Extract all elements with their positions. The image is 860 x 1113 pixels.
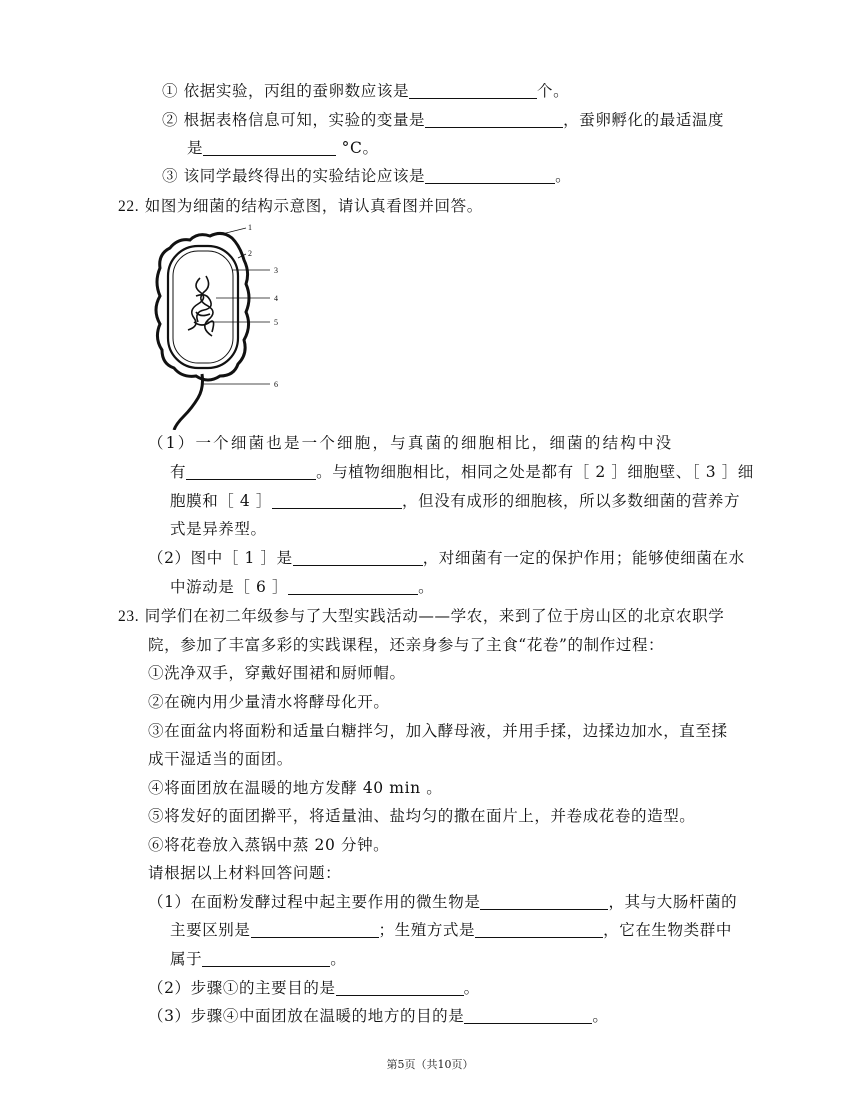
q23-sub1-line2: 主要区别是 ；生殖方式是 ，它在生物类群中 bbox=[170, 921, 732, 939]
capsule bbox=[156, 233, 249, 380]
q23-step-3-line1: ③在面盆内将面粉和适量白糖拌匀，加入酵母液，并用手揉，边揉边加水，直至揉 bbox=[148, 722, 728, 740]
answer-blank[interactable] bbox=[425, 111, 563, 128]
q23-stem-line1: 23. 同学们在初二年级参与了大型实践活动——学农，来到了位于房山区的北京农职学 bbox=[118, 607, 725, 625]
dna-region bbox=[188, 276, 214, 336]
label-6: 6 bbox=[274, 380, 278, 389]
label-5: 5 bbox=[274, 318, 278, 327]
q22-part1-line3: 胞膜和［ 4 ］ ，但没有成形的细胞核，所以多数细菌的营养方 bbox=[170, 492, 741, 510]
q22-stem: 22. 如图为细菌的结构示意图，请认真看图并回答。 bbox=[118, 197, 483, 215]
q21-item-3: ③ 该同学最终得出的实验结论应该是 。 bbox=[162, 167, 572, 185]
answer-blank[interactable] bbox=[203, 139, 336, 156]
answer-blank[interactable] bbox=[336, 979, 464, 996]
q23-step-6: ⑥将花卷放入蒸锅中蒸 20 分钟。 bbox=[148, 836, 390, 854]
flagellum bbox=[174, 374, 203, 430]
q23-prompt: 请根据以上材料回答问题： bbox=[148, 864, 342, 882]
answer-blank[interactable] bbox=[202, 950, 330, 967]
label-1: 1 bbox=[248, 223, 252, 232]
label-2: 2 bbox=[248, 249, 252, 258]
answer-blank[interactable] bbox=[425, 167, 555, 184]
q22-part1-line2: 有 。与植物细胞相比，相同之处是都有［ 2 ］细胞壁、［ 3 ］细 bbox=[170, 463, 754, 481]
q23-step-2: ②在碗内用少量清水将酵母化开。 bbox=[148, 693, 390, 711]
q23-stem-line2: 院，参加了丰富多彩的实践课程，还亲身参与了主食“花卷”的制作过程： bbox=[148, 636, 665, 654]
answer-blank[interactable] bbox=[464, 1007, 592, 1024]
q23-sub3: （3）步骤④中面团放在温暖的地方的目的是 。 bbox=[148, 1007, 609, 1025]
cell-wall bbox=[168, 246, 238, 368]
answer-blank[interactable] bbox=[409, 82, 537, 99]
q22-part1-line1: （1）一个细菌也是一个细胞，与真菌的细胞相比，细菌的结构中没 bbox=[148, 434, 674, 452]
q23-sub1-line1: （1）在面粉发酵过程中起主要作用的微生物是 ，其与大肠杆菌的 bbox=[148, 893, 738, 911]
answer-blank[interactable] bbox=[251, 921, 379, 938]
label-3: 3 bbox=[274, 266, 278, 275]
q22-part2-line1: （2）图中［ 1 ］是 ，对细菌有一定的保护作用；能够使细菌在水 bbox=[148, 549, 745, 567]
answer-blank[interactable] bbox=[480, 893, 608, 910]
q23-sub1-line3: 属于 。 bbox=[170, 950, 347, 968]
answer-blank[interactable] bbox=[475, 921, 603, 938]
q23-step-1: ①洗净双手，穿戴好围裙和厨师帽。 bbox=[148, 664, 406, 682]
q23-step-3-line2: 成干湿适当的面团。 bbox=[148, 750, 293, 768]
cell-membrane bbox=[173, 251, 233, 363]
q22-part1-line4: 式是异养型。 bbox=[170, 520, 267, 538]
q22-part2-line2: 中游动是［ 6 ］ 。 bbox=[170, 578, 435, 596]
bacteria-structure-diagram bbox=[140, 218, 300, 430]
q21-item-1: ① 依据实验，丙组的蚕卵数应该是 个。 bbox=[162, 82, 570, 100]
q21-item-2-cont: 是 °C。 bbox=[187, 139, 379, 157]
q23-sub2: （2）步骤①的主要目的是 。 bbox=[148, 979, 480, 997]
answer-blank[interactable] bbox=[186, 463, 316, 480]
answer-blank[interactable] bbox=[288, 578, 418, 595]
page-footer: 第5页（共10页） bbox=[386, 1058, 474, 1071]
label-4: 4 bbox=[274, 294, 278, 303]
q21-item-2: ② 根据表格信息可知，实验的变量是 ，蚕卵孵化的最适温度 bbox=[162, 111, 725, 129]
answer-blank[interactable] bbox=[272, 492, 402, 509]
q23-step-4: ④将面团放在温暖的地方发酵 40 min 。 bbox=[148, 779, 443, 797]
answer-blank[interactable] bbox=[293, 549, 423, 566]
q23-step-5: ⑤将发好的面团擀平，将适量油、盐均匀的撒在面片上，并卷成花卷的造型。 bbox=[148, 807, 696, 825]
